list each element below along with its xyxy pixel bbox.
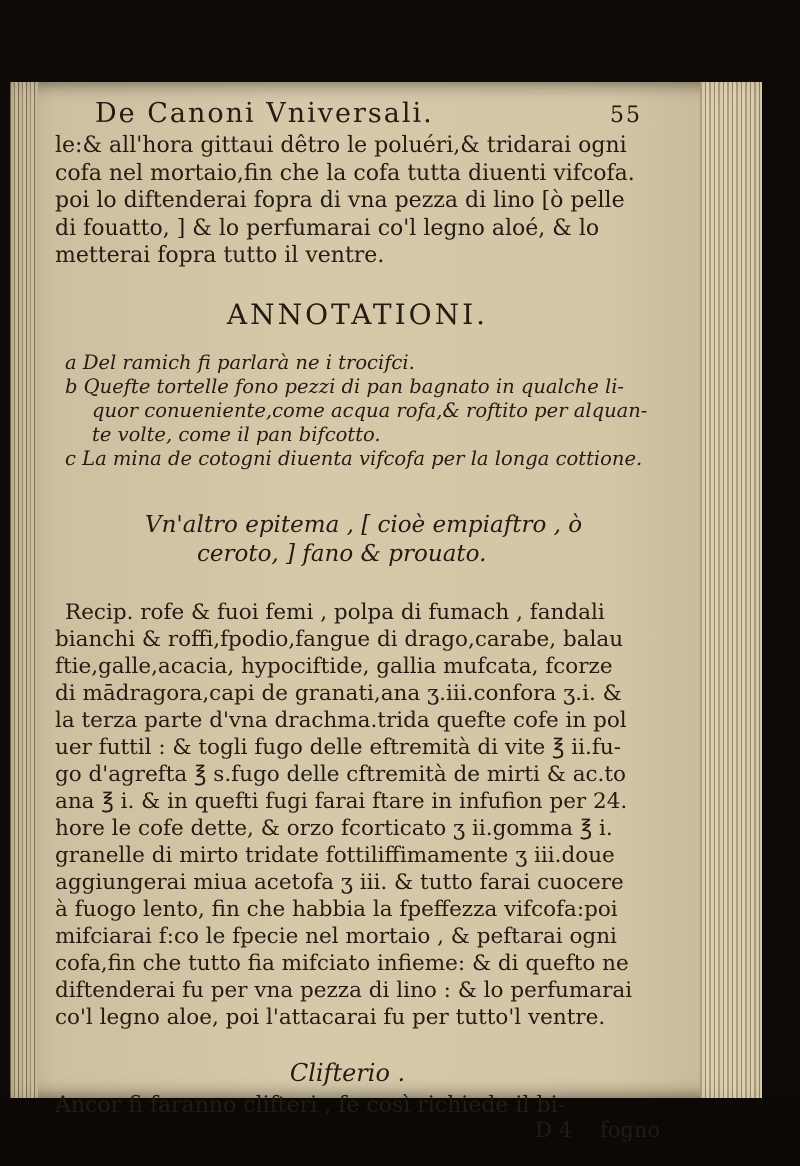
text-line: metterai fopra tutto il ventre. — [55, 243, 385, 268]
text-line: granelle di mirto tridate fottiliffimamente ʒ iii.doue — [55, 842, 615, 868]
page-number: 55 — [610, 103, 642, 128]
text-line: uer futtil : & togli fugo delle eftremità di vite ℥ ii.fu- — [55, 734, 621, 760]
intro-paragraph — [55, 132, 660, 270]
text-line: Recip. rofe & fuoi femi , polpa di fumach , fandali — [65, 599, 605, 625]
annotation-item: b Quefte tortelle fono pezzi di pan bagnato in qualche li- — [65, 374, 625, 398]
page-text — [55, 98, 660, 1142]
text-line: à fuogo lento, fin che habbia la fpeffezza vifcofa:poi — [55, 896, 618, 922]
text-line: di mādragora,capi de granati,ana ʒ.iii.confora ʒ.i. & — [55, 680, 622, 706]
section-heading-line: ceroto, ] fano & prouato. — [197, 540, 487, 567]
annotation-item: quor conueniente,come acqua rofa,& roftito per alquan- — [92, 398, 648, 422]
annotations-list — [65, 351, 660, 471]
text-line: poi lo diftenderai fopra di vna pezza di lino [ò pelle — [55, 188, 625, 213]
annotation-item: te volte, come il pan bifcotto. — [92, 422, 381, 446]
annotation-item: a Del ramich fi parlarà ne i trocifci. — [65, 350, 415, 374]
text-line: Ancor fi faranno clifteri , fe così richiede il bi- — [55, 1092, 566, 1118]
left-page-edges — [10, 82, 38, 1098]
text-line: diftenderai fu per vna pezza di lino : & lo perfumarai — [55, 977, 633, 1003]
signature-mark: D 4 — [535, 1117, 572, 1142]
text-line: aggiungerai miua acetofa ʒ iii. & tutto farai cuocere — [55, 869, 624, 895]
section-heading-line: Vn'altro epitema , [ cioè empiaftro , ò — [145, 511, 583, 538]
catchword: fogno — [599, 1117, 660, 1142]
text-line: cofa,fin che tutto fia mifciato infieme: & di quefto ne — [55, 950, 629, 976]
annotation-item: c La mina de cotogni diuenta vifcofa per la longa cottione. — [65, 446, 643, 470]
clisterio-heading: Clifterio . — [289, 1058, 406, 1087]
text-line: le:& all'hora gittaui dêtro le poluéri,& tridarai ogni — [55, 133, 627, 158]
text-line: co'l legno aloe, poi l'attacarai fu per tutto'l ventre. — [55, 1004, 606, 1030]
text-line: bianchi & roffi,fpodio,fangue di drago,carabe, balau — [55, 626, 624, 652]
recipe-paragraph — [55, 599, 660, 1031]
text-line: di fouatto, ] & lo perfumarai co'l legno aloé, & lo — [55, 215, 600, 241]
text-line: go d'agrefta ℥ s.fugo delle cftremità de mirti & ac.to — [55, 761, 626, 787]
text-line: hore le cofe dette, & orzo fcorticato ʒ ii.gomma ℥ i. — [55, 815, 613, 841]
section-heading — [145, 511, 660, 569]
text-line: ftie,galle,acacia, hypociftide, gallia mufcata, fcorze — [55, 653, 613, 679]
header-title: De Canoni Vniversali. — [95, 98, 434, 129]
text-line: mifciarai f:co le fpecie nel mortaio , & peftarai ogni — [55, 923, 617, 949]
page-footer — [55, 1118, 660, 1142]
text-line: la terza parte d'vna drachma.trida quefte cofe in pol — [55, 707, 627, 733]
running-header — [95, 98, 660, 132]
right-page-edges — [700, 82, 762, 1098]
closing-paragraph — [55, 1093, 660, 1118]
annotations-heading: ANNOTATIONI. — [226, 297, 489, 331]
text-line: cofa nel mortaio,fin che la cofa tutta diuenti vifcofa. — [55, 160, 635, 186]
text-line: ana ℥ i. & in quefti fugi farai ftare in infufion per 24. — [55, 788, 628, 814]
